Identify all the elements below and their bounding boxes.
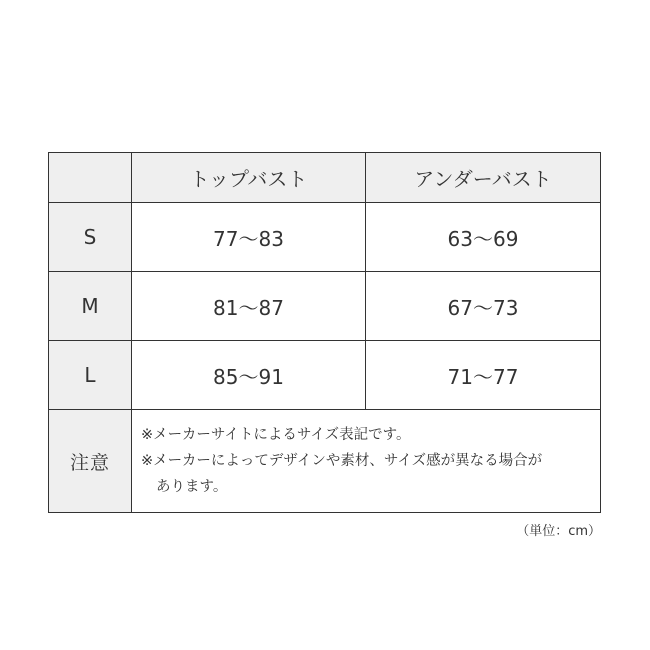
under-bust-value: 63〜69: [366, 203, 601, 272]
under-bust-value: 71〜77: [366, 341, 601, 410]
note-row: [49, 410, 601, 513]
top-bust-value: 85〜91: [132, 341, 366, 410]
size-label-l: L: [49, 341, 132, 410]
column-header-top-bust: トップバスト: [132, 153, 366, 203]
size-chart-table: [48, 152, 601, 513]
top-bust-value: 77〜83: [132, 203, 366, 272]
note-label: 注意: [49, 410, 132, 513]
note-line-3: あります。: [156, 479, 228, 495]
corner-cell: [49, 153, 132, 203]
table-header-row: [49, 153, 601, 203]
column-header-under-bust: アンダーバスト: [366, 153, 601, 203]
table-row: [49, 203, 601, 272]
table-row: [49, 341, 601, 410]
table-row: [49, 272, 601, 341]
unit-label: （単位：cm）: [516, 524, 601, 539]
note-line-2: ※メーカーによってデザインや素材、サイズ感が異なる場合が: [141, 453, 543, 469]
under-bust-value: 67〜73: [366, 272, 601, 341]
top-bust-value: 81〜87: [132, 272, 366, 341]
note-line-1: ※メーカーサイトによるサイズ表記です。: [141, 427, 411, 443]
size-label-m: M: [49, 272, 132, 341]
note-text: [132, 410, 601, 513]
size-label-s: S: [49, 203, 132, 272]
